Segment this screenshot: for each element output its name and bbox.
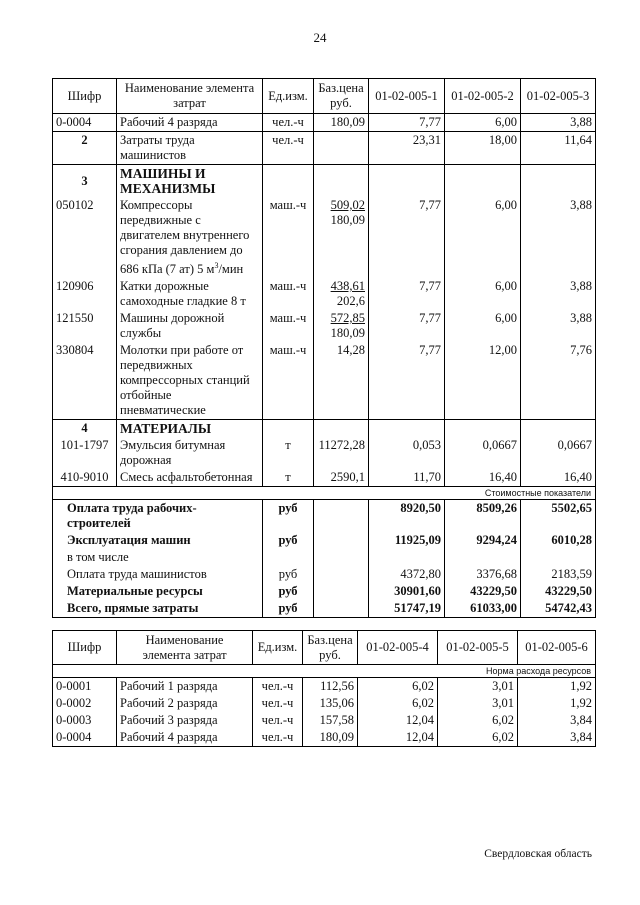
cost-value-3: 5502,65 (521, 500, 596, 533)
row-code: 0-0001 (53, 678, 117, 696)
col-header-unit: Ед.изм. (253, 631, 303, 665)
table-row (53, 278, 596, 310)
table-row (53, 729, 596, 747)
cost-name: Всего, прямые затраты (53, 600, 263, 618)
row-value-3: 1,92 (518, 678, 596, 696)
resource-table-1 (52, 78, 596, 618)
page-number: 24 (313, 30, 327, 45)
col-header-name: Наименование элемента затрат (117, 631, 253, 665)
row-value-1: 23,31 (369, 132, 445, 165)
row-value-1: 7,77 (369, 114, 445, 132)
cost-value-3: 43229,50 (521, 583, 596, 600)
row-price (314, 132, 369, 165)
row-name: Затраты труда машинистов (117, 132, 263, 165)
col-header-norm-1: 01-02-005-1 (369, 79, 445, 114)
cost-name: Оплата труда машинистов (53, 566, 263, 583)
row-code: 0-0004 (53, 729, 117, 747)
row-value-3: 7,76 (521, 342, 596, 420)
row-value-2: 18,00 (445, 132, 521, 165)
row-code: 2 (53, 132, 117, 165)
cost-value-2: 61033,00 (445, 600, 521, 618)
cost-unit: руб (263, 566, 314, 583)
row-value-1: 7,77 (369, 197, 445, 278)
row-name: Эмульсия битумная дорожная (117, 437, 263, 469)
row-value-3: 1,92 (518, 695, 596, 712)
cost-value-1: 51747,19 (369, 600, 445, 618)
table-row (53, 712, 596, 729)
row-value-2: 6,02 (438, 729, 518, 747)
row-unit: чел.-ч (253, 678, 303, 696)
col-header-price: Баз.цена руб. (303, 631, 358, 665)
table-row (53, 342, 596, 420)
cost-row (53, 532, 596, 549)
row-value-1: 12,04 (358, 712, 438, 729)
norm-caption: Норма расхода ресурсов (53, 665, 596, 678)
col-header-norm-2: 01-02-005-2 (445, 79, 521, 114)
cost-unit: руб (263, 583, 314, 600)
row-value-3: 0,0667 (521, 437, 596, 469)
table-header-row (53, 631, 596, 665)
row-value-2: 6,00 (445, 278, 521, 310)
row-code: 4 (53, 420, 117, 438)
row-price: 180,09 (314, 114, 369, 132)
cost-value-2: 43229,50 (445, 583, 521, 600)
col-header-norm-3: 01-02-005-3 (521, 79, 596, 114)
row-value-3: 3,88 (521, 197, 596, 278)
row-value-1: 6,02 (358, 695, 438, 712)
row-name: Рабочий 2 разряда (117, 695, 253, 712)
cost-row (53, 549, 596, 566)
region-footer: Свердловская область (484, 848, 592, 860)
row-value-3: 3,88 (521, 278, 596, 310)
section-title: МАШИНЫ И МЕХАНИЗМЫ (117, 165, 263, 198)
row-name: Молотки при работе от передвижных компрессорных станций отбойные пневматические (117, 342, 263, 420)
cost-value-3: 2183,59 (521, 566, 596, 583)
row-price: 509,02 180,09 (314, 197, 369, 278)
cost-value-1: 11925,09 (369, 532, 445, 549)
row-price: 112,56 (303, 678, 358, 696)
row-price: 11272,28 (314, 437, 369, 469)
row-name: Компрессоры передвижные с двигателем внутреннего сгорания давлением до 686 кПа (7 ат) 5 $м^3$/мин (117, 197, 263, 278)
row-value-2: 6,00 (445, 310, 521, 342)
row-value-2: 3,01 (438, 678, 518, 696)
row-value-3: 11,64 (521, 132, 596, 165)
cost-value-1: 8920,50 (369, 500, 445, 533)
row-value-1: 0,053 (369, 437, 445, 469)
row-unit: чел.-ч (263, 132, 314, 165)
row-price: 180,09 (303, 729, 358, 747)
table-header-row (53, 79, 596, 114)
row-value-2: 0,0667 (445, 437, 521, 469)
row-name: Рабочий 1 разряда (117, 678, 253, 696)
row-code: 0-0004 (53, 114, 117, 132)
row-value-2: 6,00 (445, 197, 521, 278)
cost-row (53, 500, 596, 533)
cost-row (53, 583, 596, 600)
row-value-3: 16,40 (521, 469, 596, 487)
row-price: 14,28 (314, 342, 369, 420)
row-value-1: 7,77 (369, 342, 445, 420)
row-value-1: 11,70 (369, 469, 445, 487)
row-price: 157,58 (303, 712, 358, 729)
row-price: 2590,1 (314, 469, 369, 487)
cost-unit: руб (263, 532, 314, 549)
row-code: 0-0002 (53, 695, 117, 712)
row-unit: маш.-ч (263, 310, 314, 342)
row-value-3: 3,84 (518, 729, 596, 747)
col-header-code: Шифр (53, 631, 117, 665)
row-unit: чел.-ч (263, 114, 314, 132)
row-value-1: 7,77 (369, 310, 445, 342)
row-name: Смесь асфальтобетонная (117, 469, 263, 487)
col-header-name: Наименование элемента затрат (117, 79, 263, 114)
table-row (53, 132, 596, 165)
row-unit: маш.-ч (263, 278, 314, 310)
row-code: 410-9010 (53, 469, 117, 487)
section-row (53, 165, 596, 198)
row-name: Катки дорожные самоходные гладкие 8 т (117, 278, 263, 310)
row-value-3: 3,88 (521, 310, 596, 342)
row-code: 050102 (53, 197, 117, 278)
row-value-1: 12,04 (358, 729, 438, 747)
row-unit: т (263, 437, 314, 469)
row-code: 0-0003 (53, 712, 117, 729)
resource-table-2 (52, 630, 596, 747)
table-row (53, 197, 596, 278)
row-code: 330804 (53, 342, 117, 420)
row-unit: чел.-ч (253, 695, 303, 712)
row-value-1: 6,02 (358, 678, 438, 696)
row-name: Рабочий 4 разряда (117, 729, 253, 747)
table-row (53, 114, 596, 132)
cost-name: Материальные ресурсы (53, 583, 263, 600)
cost-caption: Стоимостные показатели (53, 487, 596, 500)
row-code: 121550 (53, 310, 117, 342)
row-name: Рабочий 4 разряда (117, 114, 263, 132)
row-value-2: 12,00 (445, 342, 521, 420)
col-header-unit: Ед.изм. (263, 79, 314, 114)
row-code: 3 (53, 165, 117, 198)
row-name: Машины дорожной службы (117, 310, 263, 342)
row-unit: чел.-ч (253, 712, 303, 729)
cost-row (53, 566, 596, 583)
cost-name: Оплата труда рабочих-строителей (53, 500, 263, 533)
col-header-price: Баз.цена руб. (314, 79, 369, 114)
row-unit: маш.-ч (263, 197, 314, 278)
row-price: 438,61 202,6 (314, 278, 369, 310)
cost-value-3: 54742,43 (521, 600, 596, 618)
cost-unit: руб (263, 600, 314, 618)
cost-value-1: 30901,60 (369, 583, 445, 600)
row-value-3: 3,84 (518, 712, 596, 729)
row-name: Рабочий 3 разряда (117, 712, 253, 729)
row-unit: т (263, 469, 314, 487)
cost-unit: руб (263, 500, 314, 533)
col-header-norm-6: 01-02-005-6 (518, 631, 596, 665)
caption-row (53, 487, 596, 500)
table-row (53, 678, 596, 696)
row-value-2: 16,40 (445, 469, 521, 487)
section-title: МАТЕРИАЛЫ (117, 420, 263, 438)
table-row (53, 695, 596, 712)
row-code: 101-1797 (53, 437, 117, 469)
col-header-code: Шифр (53, 79, 117, 114)
cost-value-3: 6010,28 (521, 532, 596, 549)
caption-row (53, 665, 596, 678)
row-value-3: 3,88 (521, 114, 596, 132)
cost-value-2: 3376,68 (445, 566, 521, 583)
table-row (53, 469, 596, 487)
table-row (53, 310, 596, 342)
cost-value-2: 8509,26 (445, 500, 521, 533)
cost-name: Эксплуатация машин (53, 532, 263, 549)
table-row (53, 437, 596, 469)
col-header-norm-5: 01-02-005-5 (438, 631, 518, 665)
row-unit: чел.-ч (253, 729, 303, 747)
row-unit: маш.-ч (263, 342, 314, 420)
cost-row (53, 600, 596, 618)
row-value-1: 7,77 (369, 278, 445, 310)
row-price: 135,06 (303, 695, 358, 712)
row-code: 120906 (53, 278, 117, 310)
row-value-2: 6,00 (445, 114, 521, 132)
cost-name: в том числе (53, 549, 263, 566)
cost-value-2: 9294,24 (445, 532, 521, 549)
col-header-norm-4: 01-02-005-4 (358, 631, 438, 665)
row-value-2: 6,02 (438, 712, 518, 729)
row-value-2: 3,01 (438, 695, 518, 712)
cost-value-1: 4372,80 (369, 566, 445, 583)
row-price: 572,85 180,09 (314, 310, 369, 342)
section-row (53, 420, 596, 438)
